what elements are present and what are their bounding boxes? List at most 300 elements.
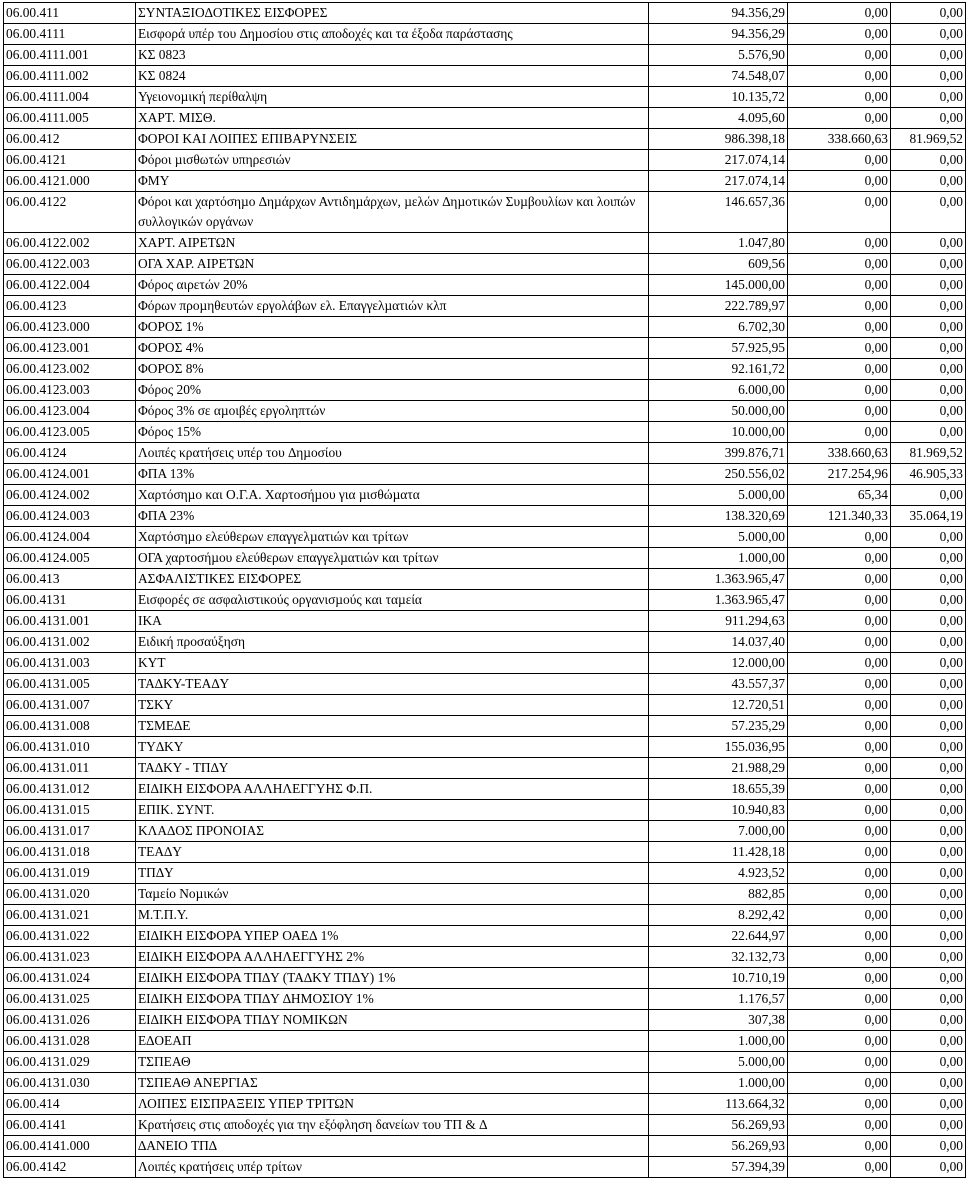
account-description: ΕΙ∆ΙΚΗ ΕΙΣΦΟΡΑ ΑΛΛΗΛΕΓΓΥΗΣ 2%	[136, 947, 649, 968]
account-code: 06.00.4131.023	[4, 947, 136, 968]
account-description: ΦΠΑ 23%	[136, 506, 649, 527]
account-description: ΤΣΚΥ	[136, 695, 649, 716]
amount-column-1: 56.269,93	[649, 1136, 788, 1157]
amount-column-3: 0,00	[891, 653, 966, 674]
amount-column-3: 0,00	[891, 150, 966, 171]
amount-column-3: 0,00	[891, 968, 966, 989]
account-description: ΚΥΤ	[136, 653, 649, 674]
account-code: 06.00.4142	[4, 1157, 136, 1178]
table-row	[4, 422, 966, 443]
account-description: ΕΠΙΚ. ΣΥΝΤ.	[136, 800, 649, 821]
table-row	[4, 317, 966, 338]
amount-column-2: 0,00	[788, 296, 891, 317]
amount-column-1: 43.557,37	[649, 674, 788, 695]
amount-column-2: 0,00	[788, 1052, 891, 1073]
amount-column-1: 609,56	[649, 254, 788, 275]
account-code: 06.00.4124.004	[4, 527, 136, 548]
table-row	[4, 506, 966, 527]
account-code: 06.00.4141	[4, 1115, 136, 1136]
amount-column-3: 0,00	[891, 254, 966, 275]
account-description: Υγειονοµική περίθαλψη	[136, 87, 649, 108]
account-description: ΕΙ∆ΙΚΗ ΕΙΣΦΟΡΑ ΤΠ∆Υ (ΤΑ∆ΚΥ ΤΠ∆Υ) 1%	[136, 968, 649, 989]
account-description: Μ.Τ.Π.Υ.	[136, 905, 649, 926]
table-row	[4, 1073, 966, 1094]
table-row	[4, 45, 966, 66]
amount-column-3: 0,00	[891, 45, 966, 66]
account-code: 06.00.4111.001	[4, 45, 136, 66]
amount-column-1: 32.132,73	[649, 947, 788, 968]
amount-column-1: 57.925,95	[649, 338, 788, 359]
amount-column-2: 0,00	[788, 695, 891, 716]
account-code: 06.00.4122	[4, 192, 136, 233]
amount-column-2: 65,34	[788, 485, 891, 506]
table-row	[4, 401, 966, 422]
account-code: 06.00.4131.025	[4, 989, 136, 1010]
account-code: 06.00.4124.003	[4, 506, 136, 527]
table-row	[4, 632, 966, 653]
amount-column-1: 399.876,71	[649, 443, 788, 464]
table-row	[4, 737, 966, 758]
table-row	[4, 87, 966, 108]
account-code: 06.00.4131.022	[4, 926, 136, 947]
account-description: ΧΑΡΤ. ΑΙΡΕΤΩΝ	[136, 233, 649, 254]
amount-column-3: 81.969,52	[891, 129, 966, 150]
account-description: Λοιπές κρατήσεις υπέρ του ∆ηµοσίου	[136, 443, 649, 464]
table-row	[4, 3, 966, 24]
amount-column-2: 0,00	[788, 1115, 891, 1136]
amount-column-3: 0,00	[891, 87, 966, 108]
amount-column-2: 0,00	[788, 275, 891, 296]
amount-column-2: 0,00	[788, 233, 891, 254]
amount-column-2: 0,00	[788, 1094, 891, 1115]
account-description: ΤΑ∆ΚΥ-ΤΕΑ∆Υ	[136, 674, 649, 695]
amount-column-3: 0,00	[891, 800, 966, 821]
amount-column-1: 146.657,36	[649, 192, 788, 233]
account-description: Ε∆ΟΕΑΠ	[136, 1031, 649, 1052]
account-code: 06.00.4131.028	[4, 1031, 136, 1052]
table-row	[4, 548, 966, 569]
amount-column-3: 0,00	[891, 296, 966, 317]
table-row	[4, 254, 966, 275]
account-code: 06.00.4131.019	[4, 863, 136, 884]
account-code: 06.00.4123	[4, 296, 136, 317]
account-code: 06.00.4122.003	[4, 254, 136, 275]
account-description: ΟΓΑ ΧΑΡ. ΑΙΡΕΤΩΝ	[136, 254, 649, 275]
amount-column-2: 0,00	[788, 821, 891, 842]
account-description: Φόρων προµηθευτών εργολάβων ελ. Επαγγελµατιών κλπ	[136, 296, 649, 317]
account-code: 06.00.4111.005	[4, 108, 136, 129]
amount-column-3: 46.905,33	[891, 464, 966, 485]
amount-column-2: 0,00	[788, 716, 891, 737]
amount-column-1: 1.000,00	[649, 1073, 788, 1094]
table-row	[4, 716, 966, 737]
amount-column-2: 0,00	[788, 338, 891, 359]
table-row	[4, 1115, 966, 1136]
table-row	[4, 171, 966, 192]
amount-column-3: 0,00	[891, 779, 966, 800]
table-row	[4, 108, 966, 129]
account-code: 06.00.4123.003	[4, 380, 136, 401]
account-description: ΛΟΙΠΕΣ ΕΙΣΠΡΑΞΕΙΣ ΥΠΕΡ ΤΡΙΤΩΝ	[136, 1094, 649, 1115]
amount-column-1: 74.548,07	[649, 66, 788, 87]
account-code: 06.00.4131	[4, 590, 136, 611]
account-description: ΤΕΑ∆Υ	[136, 842, 649, 863]
amount-column-2: 0,00	[788, 590, 891, 611]
table-row	[4, 863, 966, 884]
table-row	[4, 674, 966, 695]
table-row	[4, 129, 966, 150]
account-code: 06.00.4131.005	[4, 674, 136, 695]
account-description: Φόρος 20%	[136, 380, 649, 401]
account-description: ΤΣΜΕ∆Ε	[136, 716, 649, 737]
account-code: 06.00.4131.001	[4, 611, 136, 632]
amount-column-3: 0,00	[891, 548, 966, 569]
amount-column-3: 0,00	[891, 632, 966, 653]
account-code: 06.00.4131.026	[4, 1010, 136, 1031]
amount-column-1: 882,85	[649, 884, 788, 905]
amount-column-2: 0,00	[788, 632, 891, 653]
amount-column-1: 57.394,39	[649, 1157, 788, 1178]
amount-column-3: 0,00	[891, 24, 966, 45]
amount-column-1: 7.000,00	[649, 821, 788, 842]
amount-column-1: 113.664,32	[649, 1094, 788, 1115]
amount-column-1: 217.074,14	[649, 171, 788, 192]
amount-column-2: 0,00	[788, 569, 891, 590]
account-code: 06.00.4123.001	[4, 338, 136, 359]
account-code: 06.00.4131.024	[4, 968, 136, 989]
amount-column-1: 8.292,42	[649, 905, 788, 926]
account-description: ΤΥ∆ΚΥ	[136, 737, 649, 758]
account-code: 06.00.4123.002	[4, 359, 136, 380]
amount-column-3: 0,00	[891, 695, 966, 716]
account-description: ΤΣΠΕΑΘ	[136, 1052, 649, 1073]
amount-column-3: 0,00	[891, 674, 966, 695]
account-description: ΦΜΥ	[136, 171, 649, 192]
amount-column-1: 911.294,63	[649, 611, 788, 632]
amount-column-3: 0,00	[891, 926, 966, 947]
account-code: 06.00.412	[4, 129, 136, 150]
account-description: Εισφορές σε ασφαλιστικούς οργανισµούς και ταµεία	[136, 590, 649, 611]
account-code: 06.00.4131.011	[4, 758, 136, 779]
amount-column-2: 0,00	[788, 254, 891, 275]
amount-column-2: 0,00	[788, 380, 891, 401]
account-description: ΕΙ∆ΙΚΗ ΕΙΣΦΟΡΑ ΤΠ∆Υ ΝΟΜΙΚΩΝ	[136, 1010, 649, 1031]
amount-column-2: 0,00	[788, 401, 891, 422]
table-row	[4, 150, 966, 171]
amount-column-3: 0,00	[891, 317, 966, 338]
amount-column-1: 10.940,83	[649, 800, 788, 821]
amount-column-1: 4.923,52	[649, 863, 788, 884]
amount-column-2: 0,00	[788, 66, 891, 87]
amount-column-1: 145.000,00	[649, 275, 788, 296]
account-code: 06.00.4131.021	[4, 905, 136, 926]
amount-column-1: 11.428,18	[649, 842, 788, 863]
table-row	[4, 884, 966, 905]
account-description: Κρατήσεις στις αποδοχές για την εξόφληση δανείων του ΤΠ & ∆	[136, 1115, 649, 1136]
account-description: ΤΠ∆Υ	[136, 863, 649, 884]
account-description: ΧΑΡΤ. ΜΙΣΘ.	[136, 108, 649, 129]
amount-column-3: 81.969,52	[891, 443, 966, 464]
amount-column-3: 0,00	[891, 401, 966, 422]
table-row	[4, 275, 966, 296]
table-row	[4, 590, 966, 611]
table-row	[4, 989, 966, 1010]
amount-column-2: 0,00	[788, 611, 891, 632]
table-row	[4, 380, 966, 401]
amount-column-2: 0,00	[788, 842, 891, 863]
table-row	[4, 842, 966, 863]
account-code: 06.00.413	[4, 569, 136, 590]
amount-column-3: 0,00	[891, 422, 966, 443]
amount-column-3: 0,00	[891, 1115, 966, 1136]
amount-column-2: 0,00	[788, 926, 891, 947]
account-description: ΟΓΑ χαρτοσήµου ελεύθερων επαγγελµατιών και τρίτων	[136, 548, 649, 569]
amount-column-1: 5.576,90	[649, 45, 788, 66]
account-code: 06.00.4122.002	[4, 233, 136, 254]
table-row	[4, 66, 966, 87]
account-description: Φόρος 15%	[136, 422, 649, 443]
amount-column-3: 0,00	[891, 569, 966, 590]
account-description: ΕΙ∆ΙΚΗ ΕΙΣΦΟΡΑ ΑΛΛΗΛΕΓΓΥΗΣ Φ.Π.	[136, 779, 649, 800]
amount-column-1: 1.363.965,47	[649, 590, 788, 611]
amount-column-1: 138.320,69	[649, 506, 788, 527]
amount-column-2: 0,00	[788, 548, 891, 569]
table-row	[4, 527, 966, 548]
table-row	[4, 1031, 966, 1052]
table-row	[4, 464, 966, 485]
account-description: Ειδική προσαύξηση	[136, 632, 649, 653]
budget-table-body	[4, 3, 966, 1178]
table-row	[4, 947, 966, 968]
amount-column-3: 0,00	[891, 842, 966, 863]
table-row	[4, 296, 966, 317]
amount-column-2: 0,00	[788, 905, 891, 926]
account-description: Φόρος αιρετών 20%	[136, 275, 649, 296]
amount-column-3: 0,00	[891, 359, 966, 380]
account-description: Ταµείο Νοµικών	[136, 884, 649, 905]
amount-column-2: 0,00	[788, 653, 891, 674]
table-row	[4, 359, 966, 380]
amount-column-3: 0,00	[891, 884, 966, 905]
account-description: Φόροι και χαρτόσηµο ∆ηµάρχων Αντιδηµάρχων, µελών ∆ηµοτικών Συµβουλίων και λοιπών συλλογικών οργάνων	[136, 192, 649, 233]
table-row	[4, 233, 966, 254]
account-description: Χαρτόσηµο και Ο.Γ.Α. Χαρτοσήµου για µισθώµατα	[136, 485, 649, 506]
account-description: ΚΣ 0823	[136, 45, 649, 66]
amount-column-3: 0,00	[891, 1157, 966, 1178]
amount-column-1: 22.644,97	[649, 926, 788, 947]
amount-column-1: 217.074,14	[649, 150, 788, 171]
table-row	[4, 1094, 966, 1115]
account-code: 06.00.4141.000	[4, 1136, 136, 1157]
account-description: ∆ΑΝΕΙΟ ΤΠ∆	[136, 1136, 649, 1157]
amount-column-2: 0,00	[788, 800, 891, 821]
amount-column-2: 0,00	[788, 45, 891, 66]
amount-column-2: 0,00	[788, 968, 891, 989]
amount-column-1: 1.000,00	[649, 1031, 788, 1052]
table-row	[4, 968, 966, 989]
amount-column-1: 986.398,18	[649, 129, 788, 150]
account-description: ΙΚΑ	[136, 611, 649, 632]
amount-column-3: 0,00	[891, 821, 966, 842]
account-description: ΦΟΡΟΙ ΚΑΙ ΛΟΙΠΕΣ ΕΠΙΒΑΡΥΝΣΕΙΣ	[136, 129, 649, 150]
account-code: 06.00.4131.020	[4, 884, 136, 905]
account-code: 06.00.4123.004	[4, 401, 136, 422]
account-description: ΕΙ∆ΙΚΗ ΕΙΣΦΟΡΑ ΥΠΕΡ ΟΑΕ∆ 1%	[136, 926, 649, 947]
account-code: 06.00.4124.005	[4, 548, 136, 569]
amount-column-2: 0,00	[788, 108, 891, 129]
amount-column-1: 6.000,00	[649, 380, 788, 401]
amount-column-1: 5.000,00	[649, 485, 788, 506]
amount-column-1: 14.037,40	[649, 632, 788, 653]
account-description: ΚΣ 0824	[136, 66, 649, 87]
amount-column-1: 155.036,95	[649, 737, 788, 758]
account-code: 06.00.411	[4, 3, 136, 24]
amount-column-2: 0,00	[788, 1157, 891, 1178]
account-code: 06.00.4131.029	[4, 1052, 136, 1073]
amount-column-3: 0,00	[891, 338, 966, 359]
account-description: ΦΟΡΟΣ 4%	[136, 338, 649, 359]
budget-table	[3, 2, 966, 1178]
amount-column-3: 0,00	[891, 380, 966, 401]
amount-column-1: 50.000,00	[649, 401, 788, 422]
amount-column-1: 250.556,02	[649, 464, 788, 485]
account-code: 06.00.4124.001	[4, 464, 136, 485]
account-code: 06.00.4131.030	[4, 1073, 136, 1094]
amount-column-3: 0,00	[891, 947, 966, 968]
amount-column-3: 35.064,19	[891, 506, 966, 527]
amount-column-1: 1.363.965,47	[649, 569, 788, 590]
amount-column-3: 0,00	[891, 758, 966, 779]
amount-column-1: 12.000,00	[649, 653, 788, 674]
amount-column-2: 0,00	[788, 674, 891, 695]
amount-column-2: 0,00	[788, 422, 891, 443]
account-description: ΤΣΠΕΑΘ ΑΝΕΡΓΙΑΣ	[136, 1073, 649, 1094]
amount-column-3: 0,00	[891, 590, 966, 611]
account-code: 06.00.4123.005	[4, 422, 136, 443]
table-row	[4, 192, 966, 233]
amount-column-3: 0,00	[891, 863, 966, 884]
account-description: ΦΟΡΟΣ 8%	[136, 359, 649, 380]
table-row	[4, 926, 966, 947]
account-description: ΑΣΦΑΛΙΣΤΙΚΕΣ ΕΙΣΦΟΡΕΣ	[136, 569, 649, 590]
account-description: Φόροι µισθωτών υπηρεσιών	[136, 150, 649, 171]
table-row	[4, 443, 966, 464]
table-row	[4, 821, 966, 842]
amount-column-3: 0,00	[891, 108, 966, 129]
amount-column-1: 307,38	[649, 1010, 788, 1031]
amount-column-3: 0,00	[891, 66, 966, 87]
account-description: ΦΠΑ 13%	[136, 464, 649, 485]
amount-column-1: 94.356,29	[649, 24, 788, 45]
account-description: ΤΑ∆ΚΥ - ΤΠ∆Υ	[136, 758, 649, 779]
amount-column-2: 0,00	[788, 359, 891, 380]
amount-column-2: 0,00	[788, 1010, 891, 1031]
account-code: 06.00.4131.010	[4, 737, 136, 758]
amount-column-3: 0,00	[891, 527, 966, 548]
amount-column-1: 94.356,29	[649, 3, 788, 24]
table-row	[4, 24, 966, 45]
account-description: Φόρος 3% σε αµοιβές εργοληπτών	[136, 401, 649, 422]
account-code: 06.00.4111.004	[4, 87, 136, 108]
account-code: 06.00.4131.017	[4, 821, 136, 842]
table-row	[4, 1157, 966, 1178]
amount-column-2: 0,00	[788, 737, 891, 758]
amount-column-2: 0,00	[788, 758, 891, 779]
table-row	[4, 653, 966, 674]
amount-column-3: 0,00	[891, 171, 966, 192]
account-code: 06.00.4131.018	[4, 842, 136, 863]
amount-column-3: 0,00	[891, 716, 966, 737]
table-row	[4, 905, 966, 926]
table-row	[4, 779, 966, 800]
account-description: ΦΟΡΟΣ 1%	[136, 317, 649, 338]
amount-column-2: 217.254,96	[788, 464, 891, 485]
amount-column-2: 121.340,33	[788, 506, 891, 527]
account-description: Χαρτόσηµο ελεύθερων επαγγελµατιών και τρίτων	[136, 527, 649, 548]
amount-column-2: 0,00	[788, 1136, 891, 1157]
amount-column-3: 0,00	[891, 1073, 966, 1094]
amount-column-1: 1.176,57	[649, 989, 788, 1010]
amount-column-2: 0,00	[788, 192, 891, 233]
account-code: 06.00.4124	[4, 443, 136, 464]
amount-column-1: 10.135,72	[649, 87, 788, 108]
amount-column-1: 57.235,29	[649, 716, 788, 737]
amount-column-3: 0,00	[891, 192, 966, 233]
account-code: 06.00.4111	[4, 24, 136, 45]
amount-column-3: 0,00	[891, 1094, 966, 1115]
amount-column-3: 0,00	[891, 485, 966, 506]
amount-column-3: 0,00	[891, 1136, 966, 1157]
amount-column-1: 6.702,30	[649, 317, 788, 338]
amount-column-3: 0,00	[891, 3, 966, 24]
amount-column-3: 0,00	[891, 1010, 966, 1031]
amount-column-2: 0,00	[788, 3, 891, 24]
amount-column-1: 4.095,60	[649, 108, 788, 129]
amount-column-3: 0,00	[891, 989, 966, 1010]
account-code: 06.00.414	[4, 1094, 136, 1115]
table-row	[4, 695, 966, 716]
table-row	[4, 338, 966, 359]
amount-column-1: 5.000,00	[649, 527, 788, 548]
account-code: 06.00.4122.004	[4, 275, 136, 296]
amount-column-2: 338.660,63	[788, 443, 891, 464]
amount-column-3: 0,00	[891, 737, 966, 758]
account-description: Εισφορά υπέρ του ∆ηµοσίου στις αποδοχές και τα έξοδα παράστασης	[136, 24, 649, 45]
amount-column-3: 0,00	[891, 1031, 966, 1052]
amount-column-1: 1.047,80	[649, 233, 788, 254]
amount-column-3: 0,00	[891, 611, 966, 632]
amount-column-3: 0,00	[891, 233, 966, 254]
table-row	[4, 1136, 966, 1157]
amount-column-1: 92.161,72	[649, 359, 788, 380]
account-code: 06.00.4131.015	[4, 800, 136, 821]
account-code: 06.00.4123.000	[4, 317, 136, 338]
account-code: 06.00.4121.000	[4, 171, 136, 192]
table-row	[4, 800, 966, 821]
amount-column-1: 5.000,00	[649, 1052, 788, 1073]
account-code: 06.00.4131.007	[4, 695, 136, 716]
amount-column-2: 0,00	[788, 87, 891, 108]
account-code: 06.00.4131.002	[4, 632, 136, 653]
amount-column-2: 0,00	[788, 884, 891, 905]
amount-column-1: 222.789,97	[649, 296, 788, 317]
table-row	[4, 1010, 966, 1031]
table-row	[4, 611, 966, 632]
amount-column-2: 0,00	[788, 989, 891, 1010]
amount-column-3: 0,00	[891, 275, 966, 296]
table-row	[4, 485, 966, 506]
amount-column-1: 10.000,00	[649, 422, 788, 443]
